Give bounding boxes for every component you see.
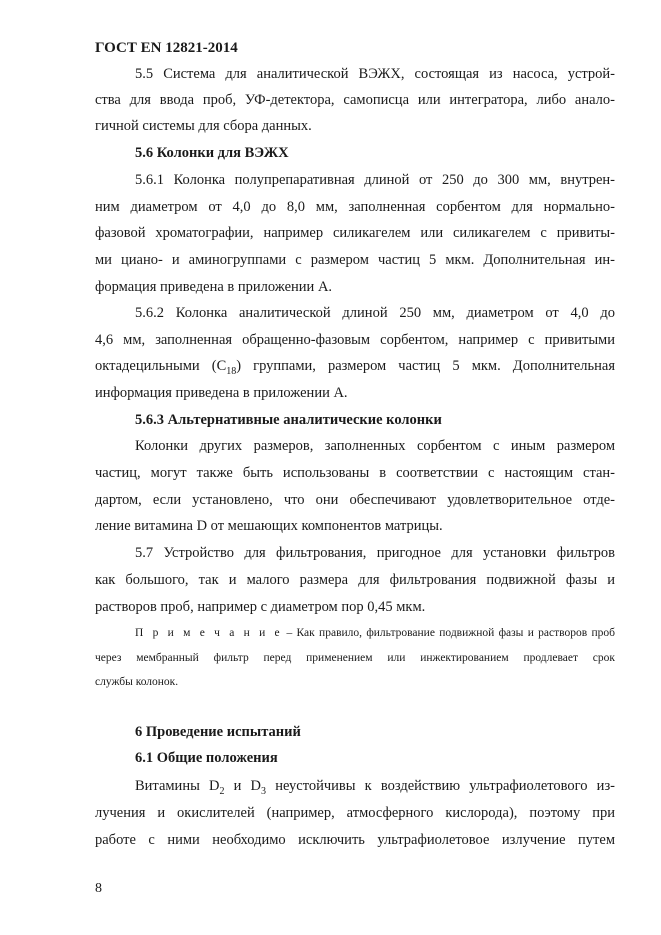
- paragraph-5-6-1-line-1: 5.6.1 Колонка полупрепаративная длиной от 250 до 300 мм, внутрен-: [135, 172, 615, 188]
- paragraph-6-1-line-2: лучения и окислителей (например, атмосферного кислорода), поэтому при: [95, 805, 615, 821]
- paragraph-6-1-line-1: [135, 776, 615, 802]
- paragraph-5-6-2-line-2: 4,6 мм, заполненная обращенно-фазовым сорбентом, например с привитыми: [95, 332, 615, 348]
- note-line-3: службы колонок.: [95, 676, 179, 688]
- paragraph-5-5-line-3: гичной системы для сбора данных.: [95, 118, 312, 134]
- section-6-1-heading: 6.1 Общие положения: [135, 750, 278, 766]
- paragraph-5-5-line-2: ства для ввода проб, УФ-детектора, самописца или интегратора, либо анало-: [95, 92, 615, 108]
- paragraph-5-7-line-2: как большого, так и малого размера для фильтрования подвижной фазы и: [95, 572, 615, 588]
- vitamin-text-b: и D: [224, 778, 262, 794]
- note-line-1: [135, 625, 615, 641]
- section-6-heading: 6 Проведение испытаний: [135, 724, 301, 740]
- note-text-1: – Как правило, фильтрование подвижной фазы и растворов проб: [282, 627, 615, 639]
- c18-prefix: октадецильными (C: [95, 358, 227, 374]
- c18-suffix: ) группами, размером частиц 5 мкм. Дополнительная: [236, 358, 616, 374]
- page-number: 8: [95, 881, 102, 896]
- paragraph-5-6-3-line-4: ление витамина D от мешающих компонентов матрицы.: [95, 518, 443, 534]
- section-5-6-heading: 5.6 Колонки для ВЭЖХ: [135, 145, 289, 161]
- d3-subscript: 3: [261, 785, 267, 797]
- vitamin-text-c: неустойчивы к воздействию ультрафиолетового из-: [266, 778, 615, 794]
- paragraph-5-6-3-line-2: частиц, могут также быть использованы в соответствии с настоящим стан-: [95, 465, 615, 481]
- paragraph-5-6-2-line-4: информация приведена в приложении А.: [95, 385, 348, 401]
- c18-subscript: 18: [226, 365, 237, 377]
- paragraph-5-7-line-3: растворов проб, например с диаметром пор 0,45 мкм.: [95, 599, 426, 615]
- document-header: ГОСТ EN 12821-2014: [95, 40, 238, 56]
- paragraph-5-7-line-1: 5.7 Устройство для фильтрования, пригодное для установки фильтров: [135, 545, 615, 561]
- paragraph-5-6-3-line-3: дартом, если установлено, что они обеспечивают удовлетворительное отде-: [95, 492, 615, 508]
- paragraph-5-6-1-line-2: ним диаметром от 4,0 до 8,0 мм, заполненная сорбентом для нормально-: [95, 199, 615, 215]
- paragraph-5-6-2-line-1: 5.6.2 Колонка аналитической длиной 250 мм, диаметром от 4,0 до: [135, 305, 615, 321]
- d2-subscript: 2: [219, 785, 225, 797]
- paragraph-5-6-3-line-1: Колонки других размеров, заполненных сорбентом с иным размером: [135, 438, 615, 454]
- note-label: П р и м е ч а н и е: [135, 627, 283, 639]
- note-line-2: через мембранный фильтр перед применением или инжектированием продлевает срок: [95, 652, 615, 664]
- paragraph-5-6-2-line-3: [95, 356, 615, 382]
- section-5-6-3-heading: 5.6.3 Альтернативные аналитические колонки: [135, 412, 442, 428]
- paragraph-5-6-1-line-5: формация приведена в приложении А.: [95, 279, 333, 295]
- paragraph-5-6-1-line-4: ми циано- и аминогруппами с размером частиц 5 мкм. Дополнительная ин-: [95, 252, 615, 268]
- paragraph-5-6-1-line-3: фазовой хроматографии, например силикагелем или силикагелем с привиты-: [95, 225, 615, 241]
- vitamin-text-a: Витамины D: [135, 778, 220, 794]
- paragraph-6-1-line-3: работе с ними необходимо исключить ультрафиолетовое излучение путем: [95, 832, 615, 848]
- paragraph-5-5-line-1: 5.5 Система для аналитической ВЭЖХ, состоящая из насоса, устрой-: [135, 66, 615, 82]
